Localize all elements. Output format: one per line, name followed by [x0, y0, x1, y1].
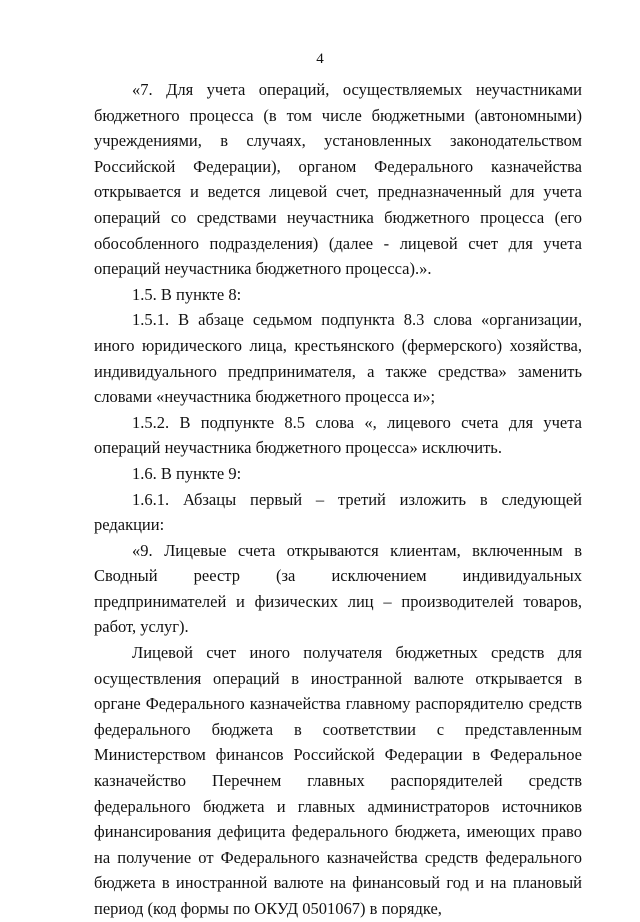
paragraph-item-1-5: 1.5. В пункте 8:: [132, 284, 242, 304]
paragraph-personal-account: Лицевой счет иного получателя бюджетных средств для осуществления операций в иностранной валюте открывается в органе Федерального казначейства главному распорядителю средств федерального бюджета в соответствии с представленным Министерством финансов Российской Федерации в Федеральное казначейство Перечнем главных распорядителей средств федерального бюджета и главных администраторов источников финансирования дефицита федерального бюджета, имеющих право на получение от Федерального казначейства средств федерального бюджета в иностранной валюте на финансовый год и на плановый период (код формы по ОКУД 0501067) в порядке,: [94, 643, 582, 918]
page-number: 4: [316, 51, 324, 67]
paragraph-clause-7: «7. Для учета операций, осуществляемых неучастниками бюджетного процесса (в том числе бюджетными (автономными) учреждениями, в случаях, установленных законодательством Российской Федерации), органом Федерального казначейства открывается и ведется лицевой счет, предназначенный для учета операций со средствами неучастника бюджетного процесса (его обособленного подразделения) (далее - лицевой счет для учета операций неучастника бюджетного процесса).».: [94, 80, 582, 279]
paragraph-item-1-6: 1.6. В пункте 9:: [132, 463, 242, 483]
paragraph-item-1-5-1: 1.5.1. В абзаце седьмом подпункта 8.3 слова «организации, иного юридического лица, крестьянского (фермерского) хозяйства, индивидуального предпринимателя, а также средства» заменить словами «неучастника бюджетного процесса и»;: [94, 310, 582, 407]
paragraph-clause-9: «9. Лицевые счета открываются клиентам, включенным в Сводный реестр (за исключением индивидуальных предпринимателей и физических лиц – производителей товаров, работ, услуг).: [94, 540, 582, 637]
paragraph-item-1-5-2: 1.5.2. В подпункте 8.5 слова «, лицевого счета для учета операций неучастника бюджетного процесса» исключить.: [94, 412, 582, 458]
paragraph-item-1-6-1: 1.6.1. Абзацы первый – третий изложить в следующей редакции:: [94, 489, 582, 535]
document-body: [94, 77, 582, 922]
